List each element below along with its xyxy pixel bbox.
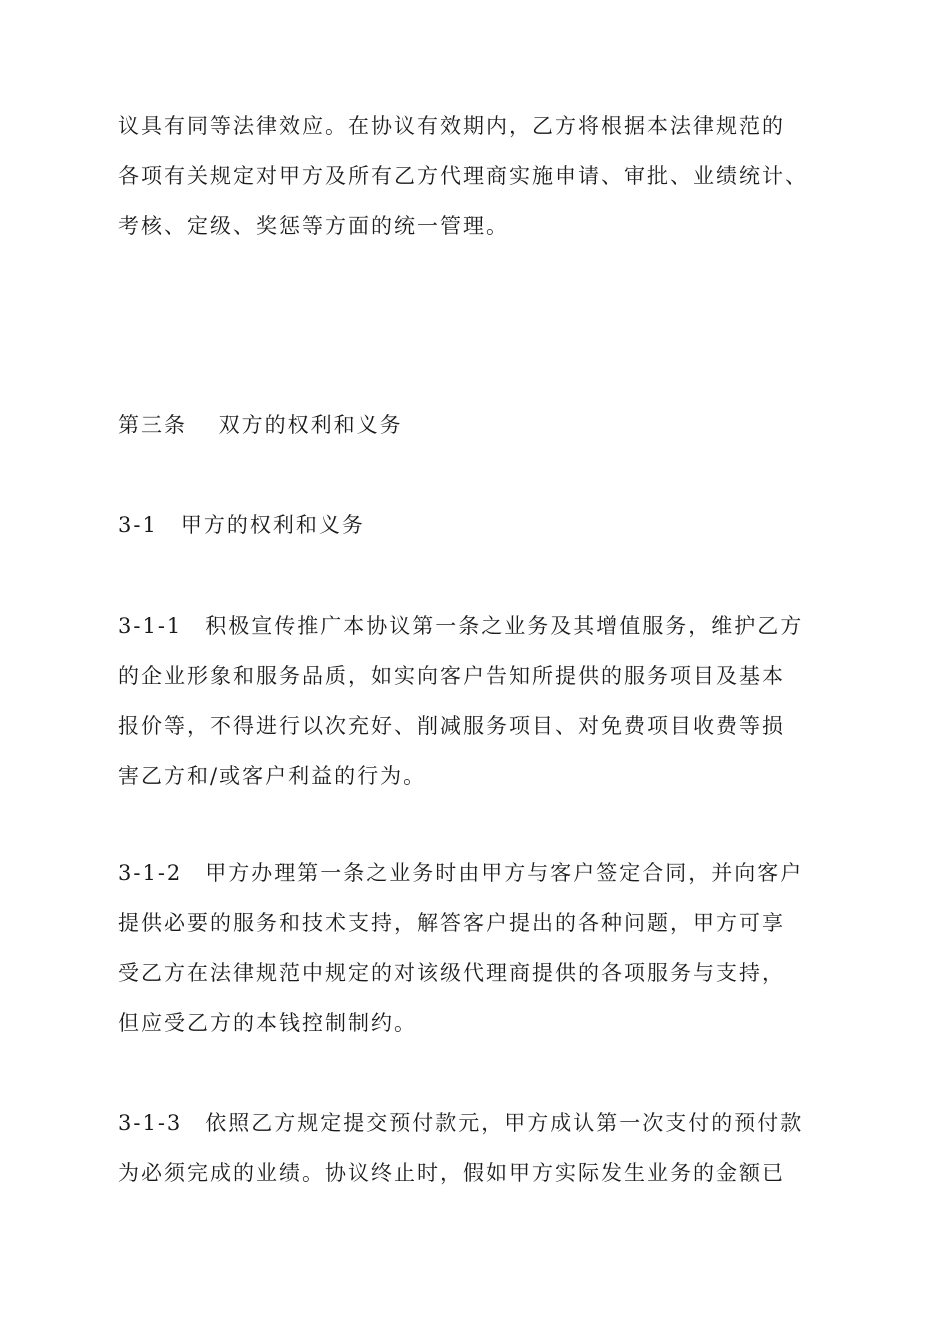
intro-paragraph <box>118 101 838 251</box>
text-line: 害乙方和/或客户利益的行为。 <box>118 764 427 788</box>
text-line: 报价等，不得进行以次充好、削减服务项目、对免费项目收费等损 <box>118 714 785 738</box>
text-line: 但应受乙方的本钱控制制约。 <box>118 1011 417 1035</box>
text-line: 3-1-1 积极宣传推广本协议第一条之业务及其增值服务，维护乙方 <box>118 614 804 638</box>
clause-3-1-2 <box>118 848 838 1048</box>
clause-3-1-1 <box>118 601 838 801</box>
clause-3-1-3 <box>118 1098 838 1198</box>
text-line: 的企业形象和服务品质，如实向客户告知所提供的服务项目及基本 <box>118 664 785 688</box>
text-line: 考核、定级、奖惩等方面的统一管理。 <box>118 214 509 238</box>
text-line: 3-1-2 甲方办理第一条之业务时由甲方与客户签定合同，并向客户 <box>118 861 804 885</box>
section-heading: 3-1 甲方的权利和义务 <box>118 513 365 537</box>
text-line: 受乙方在法律规范中规定的对该级代理商提供的各项服务与支持， <box>118 961 785 985</box>
text-line: 3-1-3 依照乙方规定提交预付款元，甲方成认第一次支付的预付款 <box>118 1111 804 1135</box>
text-line: 提供必要的服务和技术支持，解答客户提出的各种问题，甲方可享 <box>118 911 785 935</box>
article-heading: 第三条 双方的权利和义务 <box>118 413 403 437</box>
text-line: 为必须完成的业绩。协议终止时，假如甲方实际发生业务的金额已 <box>118 1161 785 1185</box>
text-line: 议具有同等法律效应。在协议有效期内，乙方将根据本法律规范的 <box>118 114 785 138</box>
text-line: 各项有关规定对甲方及所有乙方代理商实施申请、审批、业绩统计、 <box>118 164 808 188</box>
